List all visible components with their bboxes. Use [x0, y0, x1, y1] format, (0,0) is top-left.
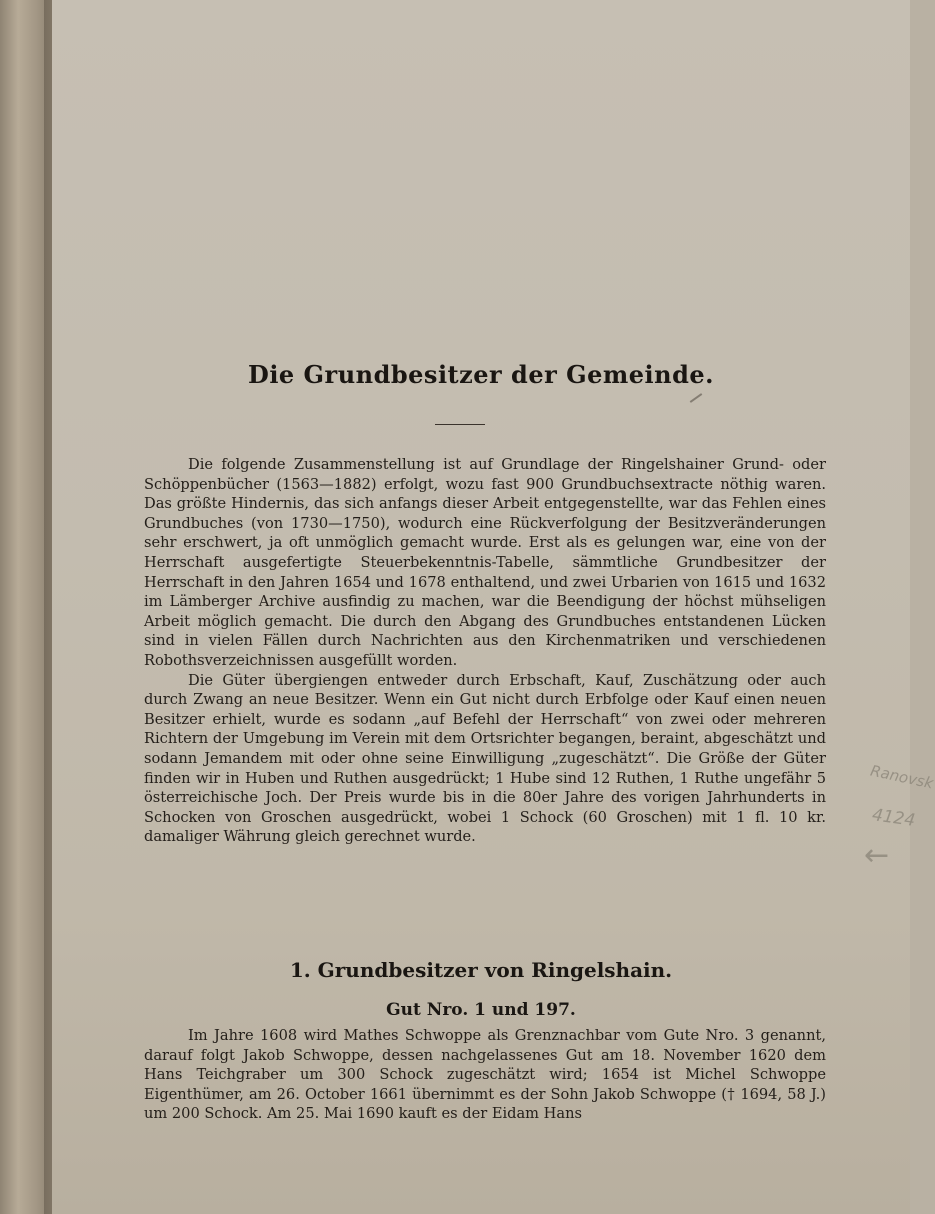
- section-paragraph: Im Jahre 1608 wird Mathes Schwoppe als Grenznachbar vom Gute Nro. 3 genannt, darauf folgt Jakob Schwoppe, dessen nachgelassenes Gut am 18. November 1620 dem Hans Teichgraber um 300 Schock zugeschätzt wird; 1654 ist Michel Schwoppe Eigenthümer, am 26. October 1661 übernimmt es der Sohn Jakob Schwoppe († 1694, 58 J.) um 200 Schock. Am 25. Mai 1690 kauft es der Eidam Hans: [144, 1027, 826, 1123]
- section-heading: 1. Grundbesitzer von Ringelshain.: [289, 958, 673, 982]
- title-divider: [435, 424, 485, 425]
- pencil-arrow-icon: ←: [864, 838, 890, 873]
- page-title: Die Grundbesitzer der Gemeinde.: [248, 360, 714, 389]
- intro-text: [144, 455, 826, 847]
- pencil-margin-note: Ranovsk: [868, 761, 935, 793]
- paragraph-1: Die folgende Zusammenstellung ist auf Grundlage der Ringelshainer Grund- oder Schöppenbücher (1563—1882) erfolgt, wozu fast 900 Grundbuchsextracte nöthig waren. Das größte Hindernis, das sich anfangs dieser Arbeit entgegenstellte, war das Fehlen eines Grundbuches (von 1730—1750), wodurch eine Rückverfolgung der Besitzveränderungen sehr erschwert, ja oft unmöglich gemacht wurde. Erst als es gelungen war, eine von der Herrschaft ausgefertigte Steuerbekenntnis-Tabelle, sämmtliche Grundbesitzer der Herrschaft in den Jahren 1654 und 1678 enthaltend, und zwei Urbarien von 1615 und 1632 im Lämberger Archive ausfindig zu machen, war die Beendigung der höchst mühseligen Arbeit möglich gemacht. Die durch den Abgang des Grundbuches entstandenen Lücken sind in vielen Fällen durch Nachrichten aus den Kirchenmatriken und verschiedenen Robothsverzeichnissen ausgefüllt worden.: [144, 456, 826, 669]
- paragraph-2: Die Güter übergiengen entweder durch Erbschaft, Kauf, Zuschätzung oder auch durch Zwang an neue Besitzer. Wenn ein Gut nicht durch Erbfolge oder Kauf einen neuen Besitzer erhielt, wurde es sodann „auf Befehl der Herrschaft“ von zwei oder mehreren Richtern der Umgebung im Verein mit dem Ortsrichter begangen, beraint, abgeschätzt und sodann Jemandem mit oder ohne seine Einwilligung „zugeschätzt“. Die Größe der Güter finden wir in Huben und Ruthen ausgedrückt; 1 Hube sind 12 Ruthen, 1 Ruthe ungefähr 5 österreichische Joch. Der Preis wurde bis in die 80er Jahre des vorigen Jahrhunderts in Schocken von Groschen ausgedrückt, wobei 1 Schock (60 Groschen) mit 1 fl. 10 kr. damaliger Währung gleich gerechnet wurde.: [144, 671, 826, 846]
- section-subheading: Gut Nro. 1 und 197.: [386, 1000, 576, 1020]
- pencil-mark: [690, 393, 703, 403]
- book-page: [52, 0, 935, 1214]
- pencil-margin-number: 4124: [870, 805, 917, 831]
